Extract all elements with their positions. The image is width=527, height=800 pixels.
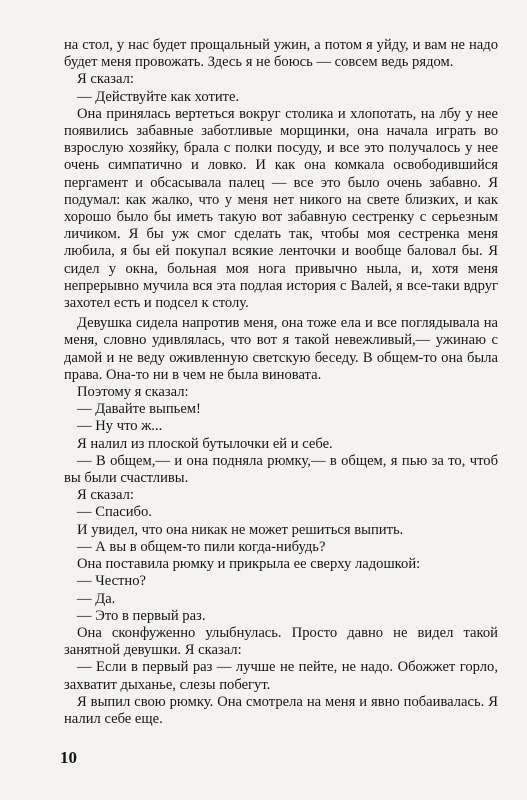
paragraph-10: — В общем,— и она подняла рюмку,— в общем, я пью за то, чтоб вы были счастливы. bbox=[64, 452, 498, 487]
paragraph-21: Я выпил свою рюмку. Она смотрела на меня и явно побаивалась. Я налил себе еще. bbox=[64, 693, 498, 727]
paragraph-6: Поэтому я сказал: bbox=[77, 384, 189, 401]
paragraph-8: — Ну что ж... bbox=[77, 418, 163, 435]
paragraph-9: Я налил из плоской бутылочки ей и себе. bbox=[77, 435, 333, 452]
paragraph-19: Она сконфуженно улыбнулась. Просто давно не видел такой занятной девушки. Я сказал: bbox=[64, 624, 498, 659]
paragraph-20: — Если в первый раз — лучше не пейте, не надо. Обожжет горло, захватит дыханье, слезы побегут. bbox=[64, 659, 498, 693]
page-text bbox=[64, 37, 498, 728]
page-number: 10 bbox=[60, 748, 77, 767]
paragraph-2: Я сказал: bbox=[77, 71, 134, 88]
paragraph-16: — Честно? bbox=[77, 573, 147, 590]
paragraph-5: Девушка сидела напротив меня, она тоже ела и все поглядывала на меня, словно удивлялась, что вот я такой невежливый,— ужинаю с дамой и не веду оживленную светскую беседу. В общем-то она была права. Она-то ни в чем не была виновата. bbox=[64, 315, 498, 383]
paragraph-4: Она принялась вертеться вокруг столика и хлопотать, на лбу у нее появились забавные заботливые морщинки, она начала играть во взрослую хозяйку, брала с полки посуду, и все это получалось у нее очень симпатично и ловко. И как она комкала освободившийся пергамент и обсасывала палец — все это было очень забавно. Я подумал: как жалко, что у меня нет никого на свете близких, и как хорошо было бы иметь такую вот забавную сестренку с серьезным личиком. Я бы уж смог сделать так, чтобы моя сестренка меня любила, я бы ей покупал всякие ленточки и вообще баловал бы. Я сидел у окна, больная моя нога привычно ныла, и, хотя меня непрерывно мучила вся эта подлая история с Валей, я все-таки вдруг захотел есть и подсел к столу. bbox=[64, 105, 498, 312]
paragraph-7: — Давайте выпьем! bbox=[77, 401, 201, 418]
paragraph-12: — Спасибо. bbox=[77, 504, 152, 521]
paragraph-3: — Действуйте как хотите. bbox=[77, 88, 240, 105]
paragraph-17: — Да. bbox=[77, 590, 116, 607]
paragraph-13: И увидел, что она никак не может решиться выпить. bbox=[77, 521, 404, 538]
paragraph-18: — Это в первый раз. bbox=[77, 607, 206, 624]
paragraph-15: Она поставила рюмку и прикрыла ее сверху ладошкой: bbox=[77, 556, 421, 573]
paragraph-14: — А вы в общем-то пили когда-нибудь? bbox=[77, 538, 326, 555]
paragraph-1: на стол, у нас будет прощальный ужин, а потом я уйду, и вам не надо будет меня провожать. Здесь я не боюсь — совсем ведь рядом. bbox=[64, 37, 498, 71]
paragraph-11: Я сказал: bbox=[77, 487, 134, 504]
